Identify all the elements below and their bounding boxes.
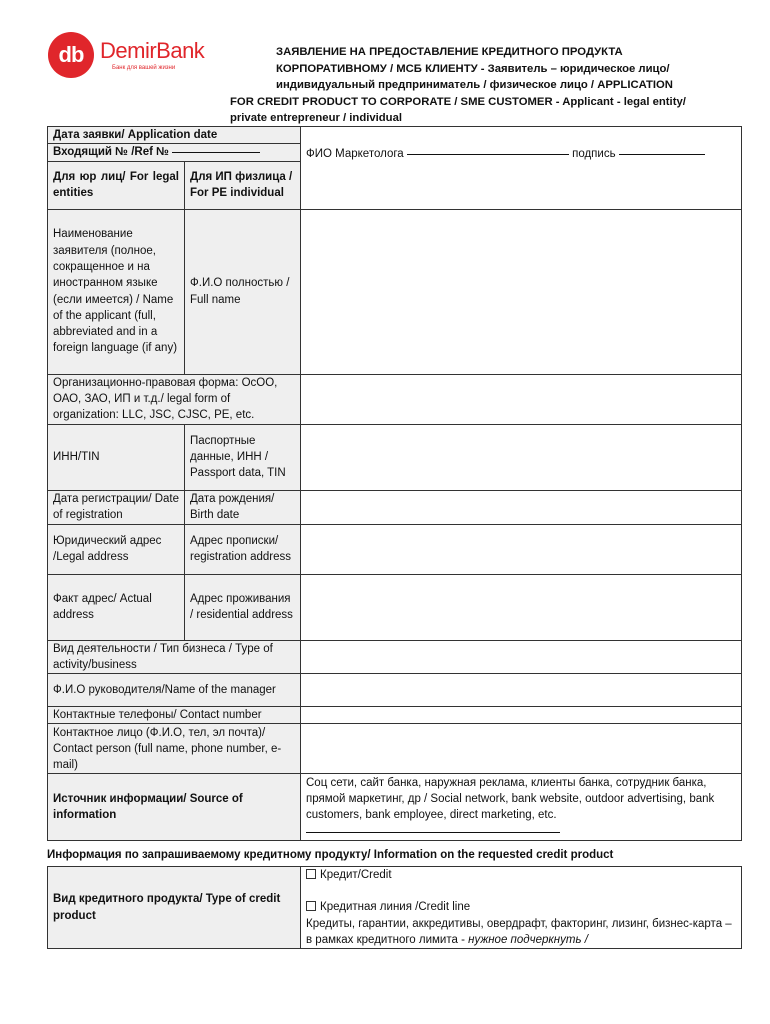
underline-note: нужное подчеркнуть / [468, 933, 588, 946]
reg-date-label: Дата регистрации/ Date of registration [48, 490, 185, 524]
title-line-5: private entrepreneur / individual [230, 112, 403, 124]
contact-person-label: Контактное лицо (Ф.И.О, тел, эл почта)/ Contact person (full name, phone number, e-mail) [48, 724, 301, 774]
legal-entities-header: Для юр лиц/ For legal entities [48, 161, 185, 209]
legal-address-label: Юридический адрес /Legal address [48, 524, 185, 574]
birth-date-label: Дата рождения/ Birth date [185, 490, 301, 524]
source-other-field[interactable] [306, 832, 560, 833]
phones-field[interactable] [301, 707, 742, 724]
option-credit-line-label: Кредитная линия /Credit line [320, 901, 471, 914]
manager-field[interactable] [301, 674, 742, 707]
legal-address-field[interactable] [301, 524, 742, 574]
marketer-name-field[interactable] [407, 154, 569, 155]
credit-products-note [306, 916, 736, 949]
tin-label: ИНН/TIN [48, 424, 185, 490]
credit-type-options [301, 867, 742, 949]
checkbox-credit-line[interactable] [306, 901, 316, 911]
source-label: Источник информации/ Source of information [48, 774, 301, 841]
ref-no-label: Входящий № /Ref № [53, 146, 169, 159]
logo-tagline: Банк для вашей жизни [112, 65, 176, 71]
application-form-table [47, 126, 742, 841]
demirbank-logo [48, 32, 248, 82]
logo-mark: db [48, 32, 94, 78]
activity-label: Вид деятельности / Тип бизнеса / Type of activity/business [48, 640, 301, 674]
signature-label: подпись [572, 148, 616, 160]
ref-no-cell [48, 144, 301, 161]
manager-label: Ф.И.О руководителя/Name of the manager [48, 674, 301, 707]
title-line-3: индивидуальный предприниматель / физическое лицо / APPLICATION [276, 79, 673, 91]
legal-form-label: Организационно-правовая форма: ОсОО, ОАО, ЗАО, ИП и т.д./ legal form of organization: LLC, JSC, CJSC, PE, etc. [48, 374, 301, 424]
passport-label: Паспортные данные, ИНН / Passport data, TIN [185, 424, 301, 490]
residential-address-label: Адрес проживания / residential address [185, 574, 301, 640]
applicant-name-field[interactable] [301, 209, 742, 374]
activity-field[interactable] [301, 640, 742, 674]
marketer-cell [301, 127, 742, 210]
pe-individual-header: Для ИП физлица / For PE individual [185, 161, 301, 209]
title-line-1: ЗАЯВЛЕНИЕ НА ПРЕДОСТАВЛЕНИЕ КРЕДИТНОГО ПРОДУКТА [276, 46, 623, 58]
registration-address-label: Адрес прописки/ registration address [185, 524, 301, 574]
option-credit-label: Кредит/Credit [320, 869, 392, 881]
credit-product-table [47, 866, 742, 949]
contact-person-field[interactable] [301, 724, 742, 774]
checkbox-credit[interactable] [306, 869, 316, 879]
applicant-name-label: Наименование заявителя (полное, сокращенное и на иностранном языке (если имеется) / Name of the applicant (full, abbreviated and in a foreign language (if any) [48, 209, 185, 374]
full-name-label: Ф.И.О полностью / Full name [185, 209, 301, 374]
title-line-4: FOR CREDIT PRODUCT TO CORPORATE / SME CUSTOMER - Applicant - legal entity/ [230, 95, 686, 108]
actual-address-field[interactable] [301, 574, 742, 640]
tin-field[interactable] [301, 424, 742, 490]
actual-address-label: Факт адрес/ Actual address [48, 574, 185, 640]
credit-section-title: Информация по запрашиваемому кредитному продукту/ Information on the requested credit product [47, 849, 614, 861]
source-options: Соц сети, сайт банка, наружная реклама, клиенты банка, сотрудник банка, прямой маркетинг, др / Social network, bank website, outdoor advertising, bank customers, bank employee, direct marketing, etc. [306, 776, 715, 822]
reg-date-field[interactable] [301, 490, 742, 524]
signature-field[interactable] [619, 154, 705, 155]
title-line-2: КОРПОРАТИВНОМУ / МСБ КЛИЕНТУ - Заявитель – юридическое лицо/ [276, 62, 670, 75]
ref-no-field[interactable] [172, 152, 260, 153]
option-credit[interactable] [306, 867, 736, 883]
document-title [230, 44, 740, 127]
marketer-label: ФИО Маркетолога [306, 148, 404, 160]
credit-products-text: Кредиты, гарантии, аккредитивы, овердрафт, факторинг, лизинг, бизнес-карта – в рамках кредитного лимита - [306, 917, 732, 946]
logo-name: DemirBank [100, 38, 205, 63]
application-date-label: Дата заявки/ Application date [48, 127, 301, 144]
credit-type-label: Вид кредитного продукта/ Type of credit product [48, 867, 301, 949]
source-cell [301, 774, 742, 841]
option-credit-line[interactable] [306, 899, 736, 915]
phones-label: Контактные телефоны/ Contact number [48, 707, 301, 724]
legal-form-field[interactable] [301, 374, 742, 424]
